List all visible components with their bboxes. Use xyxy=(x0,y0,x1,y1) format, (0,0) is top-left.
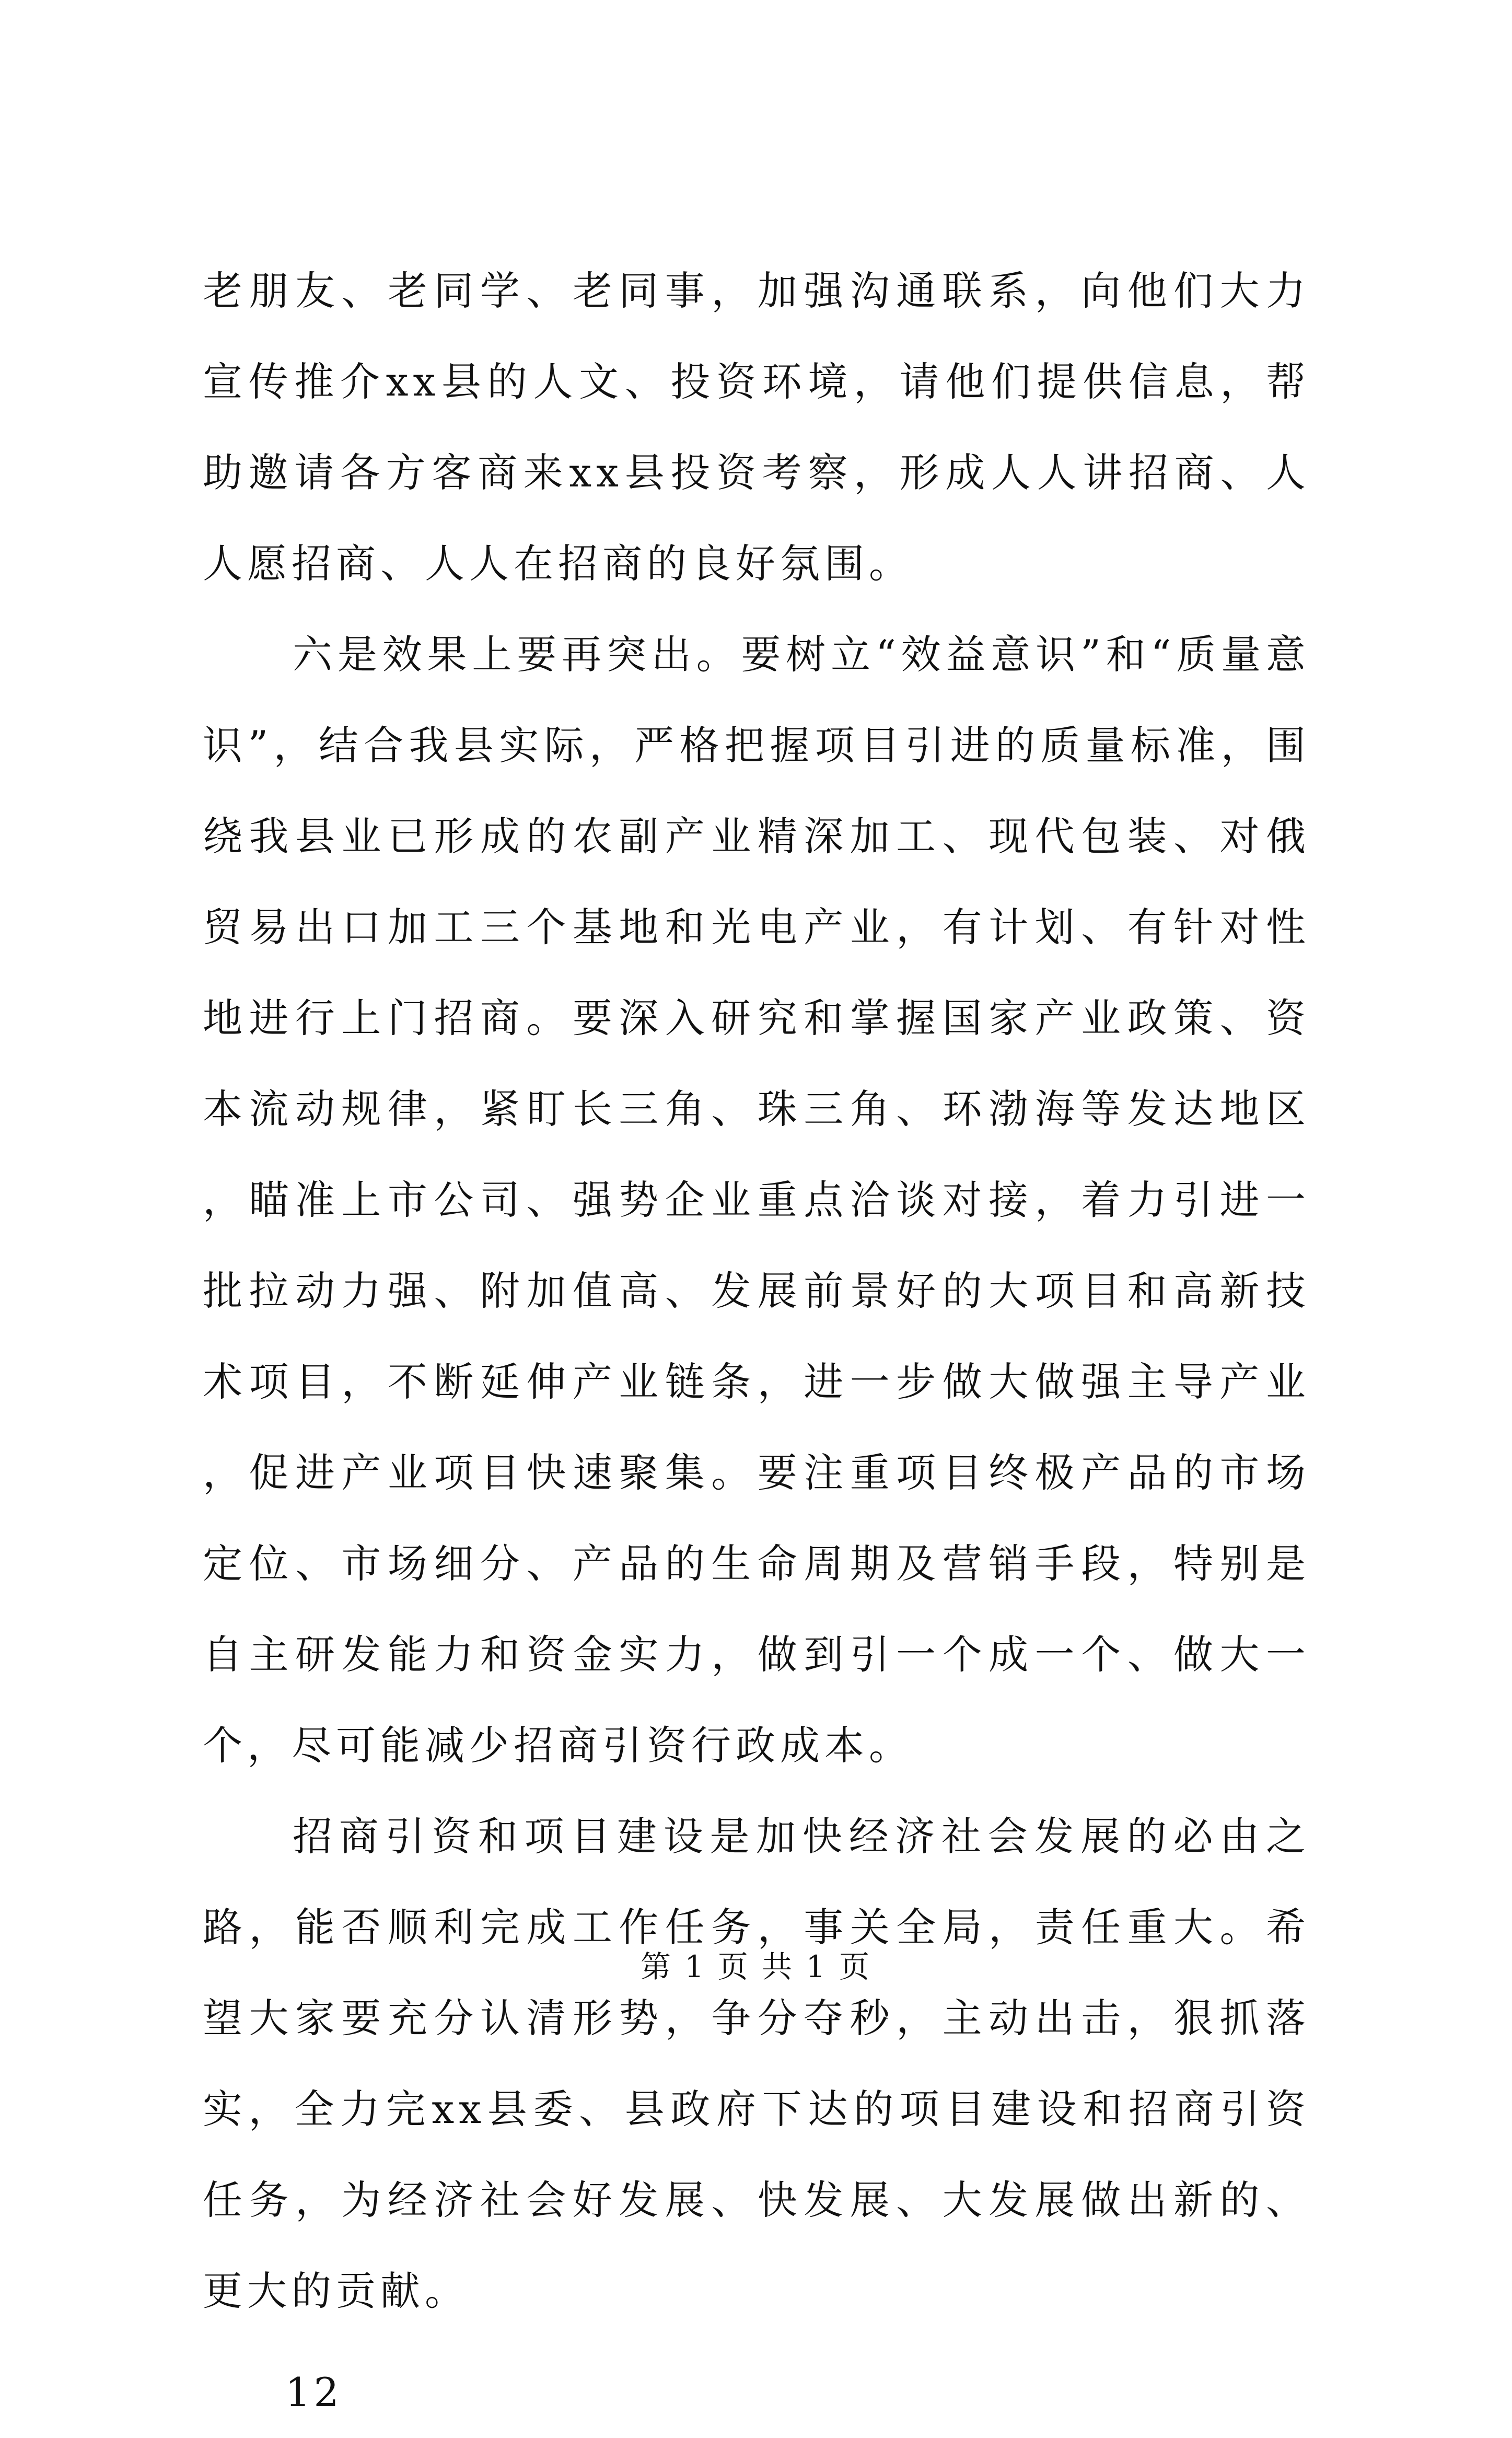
paragraph-point-six: 六是效果上要再突出。要树立“效益意识”和“质量意识”，结合我县实际，严格把握项目引进的质量标准，围绕我县业已形成的农副产业精深加工、现代包装、对俄贸易出口加工三个基地和光电产业，有计划、有针对性地进行上门招商。要深入研究和掌握国家产业政策、资本流动规律，紧盯长三角、珠三角、环渤海等发达地区，瞄准上市公司、强势企业重点洽谈对接，着力引进一批拉动力强、附加值高、发展前景好的大项目和高新技术项目，不断延伸产业链条，进一步做大做强主导产业，促进产业项目快速聚集。要注重项目终极产品的市场定位、市场细分、产品的生命周期及营销手段，特别是自主研发能力和资金实力，做到引一个成一个、做大一个，尽可能减少招商引资行政成本。 xyxy=(203,631,1310,1769)
page-footer: 第 1 页 共 1 页 xyxy=(641,1949,871,1984)
paragraph-continuation: 老朋友、老同学、老同事，加强沟通联系，向他们大力宣传推介xx县的人文、投资环境，请他们提供信息，帮助邀请各方客商来xx县投资考察，形成人人讲招商、人人愿招商、人人在招商的良好氛围。 xyxy=(203,268,1310,587)
trailing-number: 12 xyxy=(285,2369,342,2416)
paragraph-conclusion: 招商引资和项目建设是加快经济社会发展的必由之路，能否顺利完成工作任务，事关全局，责任重大。希望大家要充分认清形势，争分夺秒，主动出击，狠抓落实，全力完xx县委、县政府下达的项目建设和招商引资任务，为经济社会好发展、快发展、大发展做出新的、更大的贡献。 xyxy=(203,1813,1310,2314)
document-body xyxy=(203,246,1310,2438)
